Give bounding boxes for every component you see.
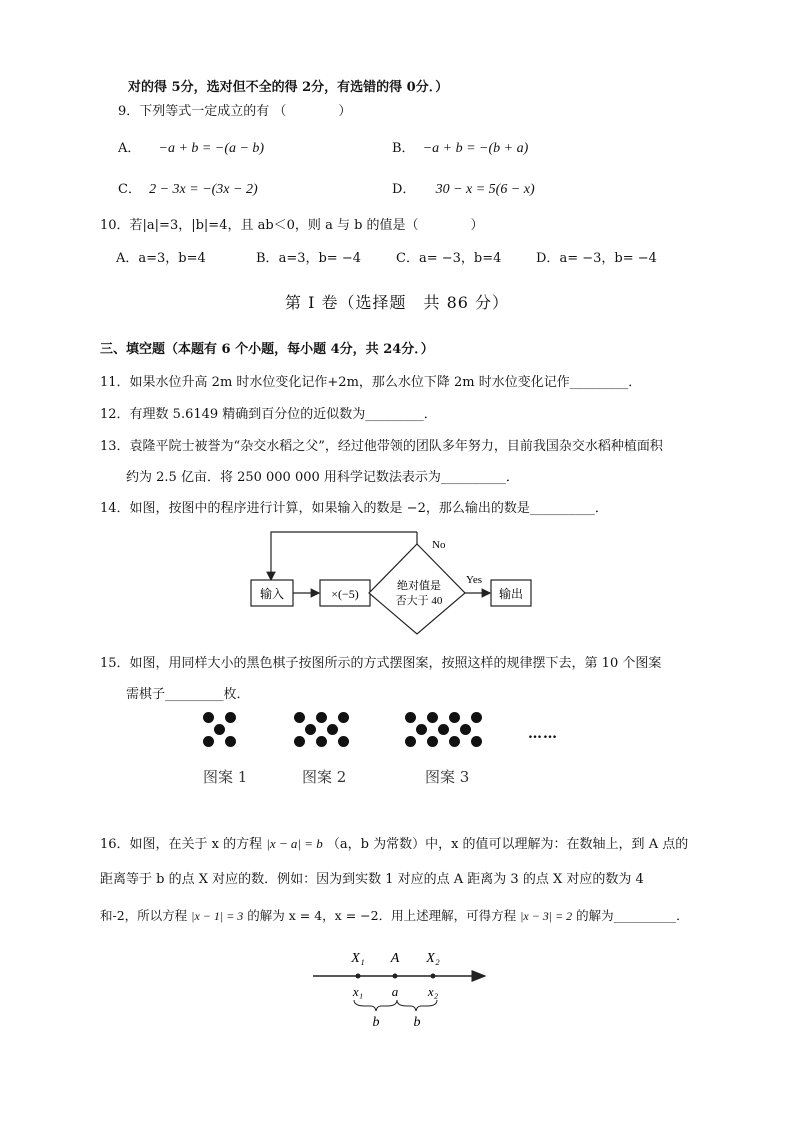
chess-piece [405,712,416,723]
label-X1: X₁ [351,951,365,966]
number-line-diagram [305,944,495,1030]
q16-text: 和-2，所以方程 [100,908,188,923]
chess-piece [471,712,482,723]
option-label: B． [256,251,279,266]
option-expr: 2 − 3x = −(3x − 2) [149,182,258,197]
option-label: B． [392,141,415,156]
chess-piece [449,712,460,723]
q16-text: 的解为__________． [576,908,689,923]
chess-piece [416,724,427,735]
question-16-line-2: 距离等于 b 的点 X 对应的数．例如：因为到实数 1 对应的点 A 距离为 3 的点 X 对应的数为 4 [100,872,644,887]
pattern-1-caption: 图案 1 [203,768,248,786]
q10-option-b [256,247,361,266]
chess-piece [405,736,416,747]
label-a: a [391,984,399,999]
label-X2: X₂ [426,951,440,966]
chess-piece [449,736,460,747]
point-x2 [431,974,436,979]
chess-piece [427,712,438,723]
chess-piece [203,736,214,747]
q16-equation: |x − 1| = 3 [191,909,244,923]
chess-piece [305,724,316,735]
q16-text: 的解为 x = 4，x = −2．用上述理解，可得方程 [247,908,517,923]
option-label: C． [396,251,419,266]
output-label: 输出 [498,587,524,601]
chess-piece [214,724,225,735]
flowchart-diagram [240,522,550,638]
option-label: D． [392,182,416,197]
brace-label-b-left: b [372,1015,380,1030]
option-expr: a= −3，b=4 [418,251,502,266]
q16-text: （a，b 为常数）中，x 的值可以理解为：在数轴上，到 A 点的 [326,837,689,852]
q9-option-d [392,178,535,198]
question-9-stem: 9．下列等式一定成立的有 （ ） [118,104,352,119]
chess-piece [460,724,471,735]
chess-piece [294,736,305,747]
question-11: 11．如果水位升高 2m 时水位变化记作+2m，那么水位下降 2m 时水位变化记作_________． [100,375,642,390]
q9-option-a [118,137,264,157]
brace-label-b-right: b [413,1015,421,1030]
brace-right [397,1000,437,1011]
question-14-stem: 14．如图，按图中的程序进行计算，如果输入的数是 −2，那么输出的数是__________． [100,501,608,516]
pattern-ellipsis: …… [528,726,558,742]
pattern-2-caption: 图案 2 [302,768,347,786]
point-a [393,974,398,979]
q10-option-a [116,247,206,266]
point-x1 [356,974,361,979]
chess-piece [438,724,449,735]
q16-text: 16．如图，在关于 x 的方程 [100,837,263,852]
chess-piece [294,712,305,723]
pattern-3-caption: 图案 3 [425,768,470,786]
input-label: 输入 [259,587,285,601]
q10-option-c [396,247,501,266]
q10-option-d [536,247,657,266]
q9-option-b [392,137,528,157]
chess-piece [225,712,236,723]
chess-piece [225,736,236,747]
condition-line-2: 否大于 40 [395,595,443,607]
q16-equation: |x − 3| = 2 [520,909,573,923]
question-13-line-2: 约为 2.5 亿亩．将 250 000 000 用科学记数法表示为__________． [126,470,519,485]
chess-piece [427,736,438,747]
option-expr: 30 − x = 5(6 − x) [435,182,535,197]
volume-title: 第 I 卷（选择题 共 86 分） [284,293,510,312]
chess-piece [203,712,214,723]
option-label: A． [116,251,139,266]
label-A: A [390,951,400,966]
multiply-label: ×(−5) [331,587,359,601]
question-13-line-1: 13．袁隆平院士被誉为“杂交水稻之父”，经过他带领的团队多年努力，目前我国杂交水稻种植面积 [100,439,663,454]
option-label: D． [536,251,560,266]
q16-equation: |x − a| = b [266,836,323,851]
scoring-note: 对的得 5分，选对但不全的得 2分，有选错的得 0分．） [128,80,449,95]
chess-piece [316,736,327,747]
brace-left [354,1000,397,1011]
option-label: A． [118,141,141,156]
q9-option-c [118,178,258,198]
no-label: No [432,539,446,551]
option-expr: −a + b = −(b + a) [422,141,529,156]
chess-piece [327,724,338,735]
option-expr: a=3，b=4 [138,251,206,266]
chess-piece [338,736,349,747]
chess-piece [471,736,482,747]
option-expr: −a + b = −(a − b) [158,141,265,156]
yes-label: Yes [466,574,483,586]
question-16-line-3 [100,906,689,924]
question-16-line-1 [100,833,688,852]
section-3-title: 三、填空题（本题有 6 个小题，每小题 4分，共 24分．） [100,342,434,357]
option-label: C． [118,182,141,197]
option-expr: a= −3，b= −4 [559,251,657,266]
chess-piece [316,712,327,723]
label-x2: x₂ [427,984,439,999]
label-x1: x₁ [352,984,364,999]
question-15-line-1: 15．如图，用同样大小的黑色棋子按图所示的方式摆图案，按照这样的规律摆下去，第 10 个图案 [100,656,662,671]
question-10-stem: 10．若|a|=3，|b|=4，且 ab＜0，则 a 与 b 的值是（ ） [100,218,484,233]
question-15-line-2: 需棋子_________枚． [126,687,250,702]
question-12: 12．有理数 5.6149 精确到百分位的近似数为_________． [100,407,437,422]
option-expr: a=3，b= −4 [278,251,361,266]
condition-line-1: 绝对值是 [397,580,441,592]
chess-piece [338,712,349,723]
